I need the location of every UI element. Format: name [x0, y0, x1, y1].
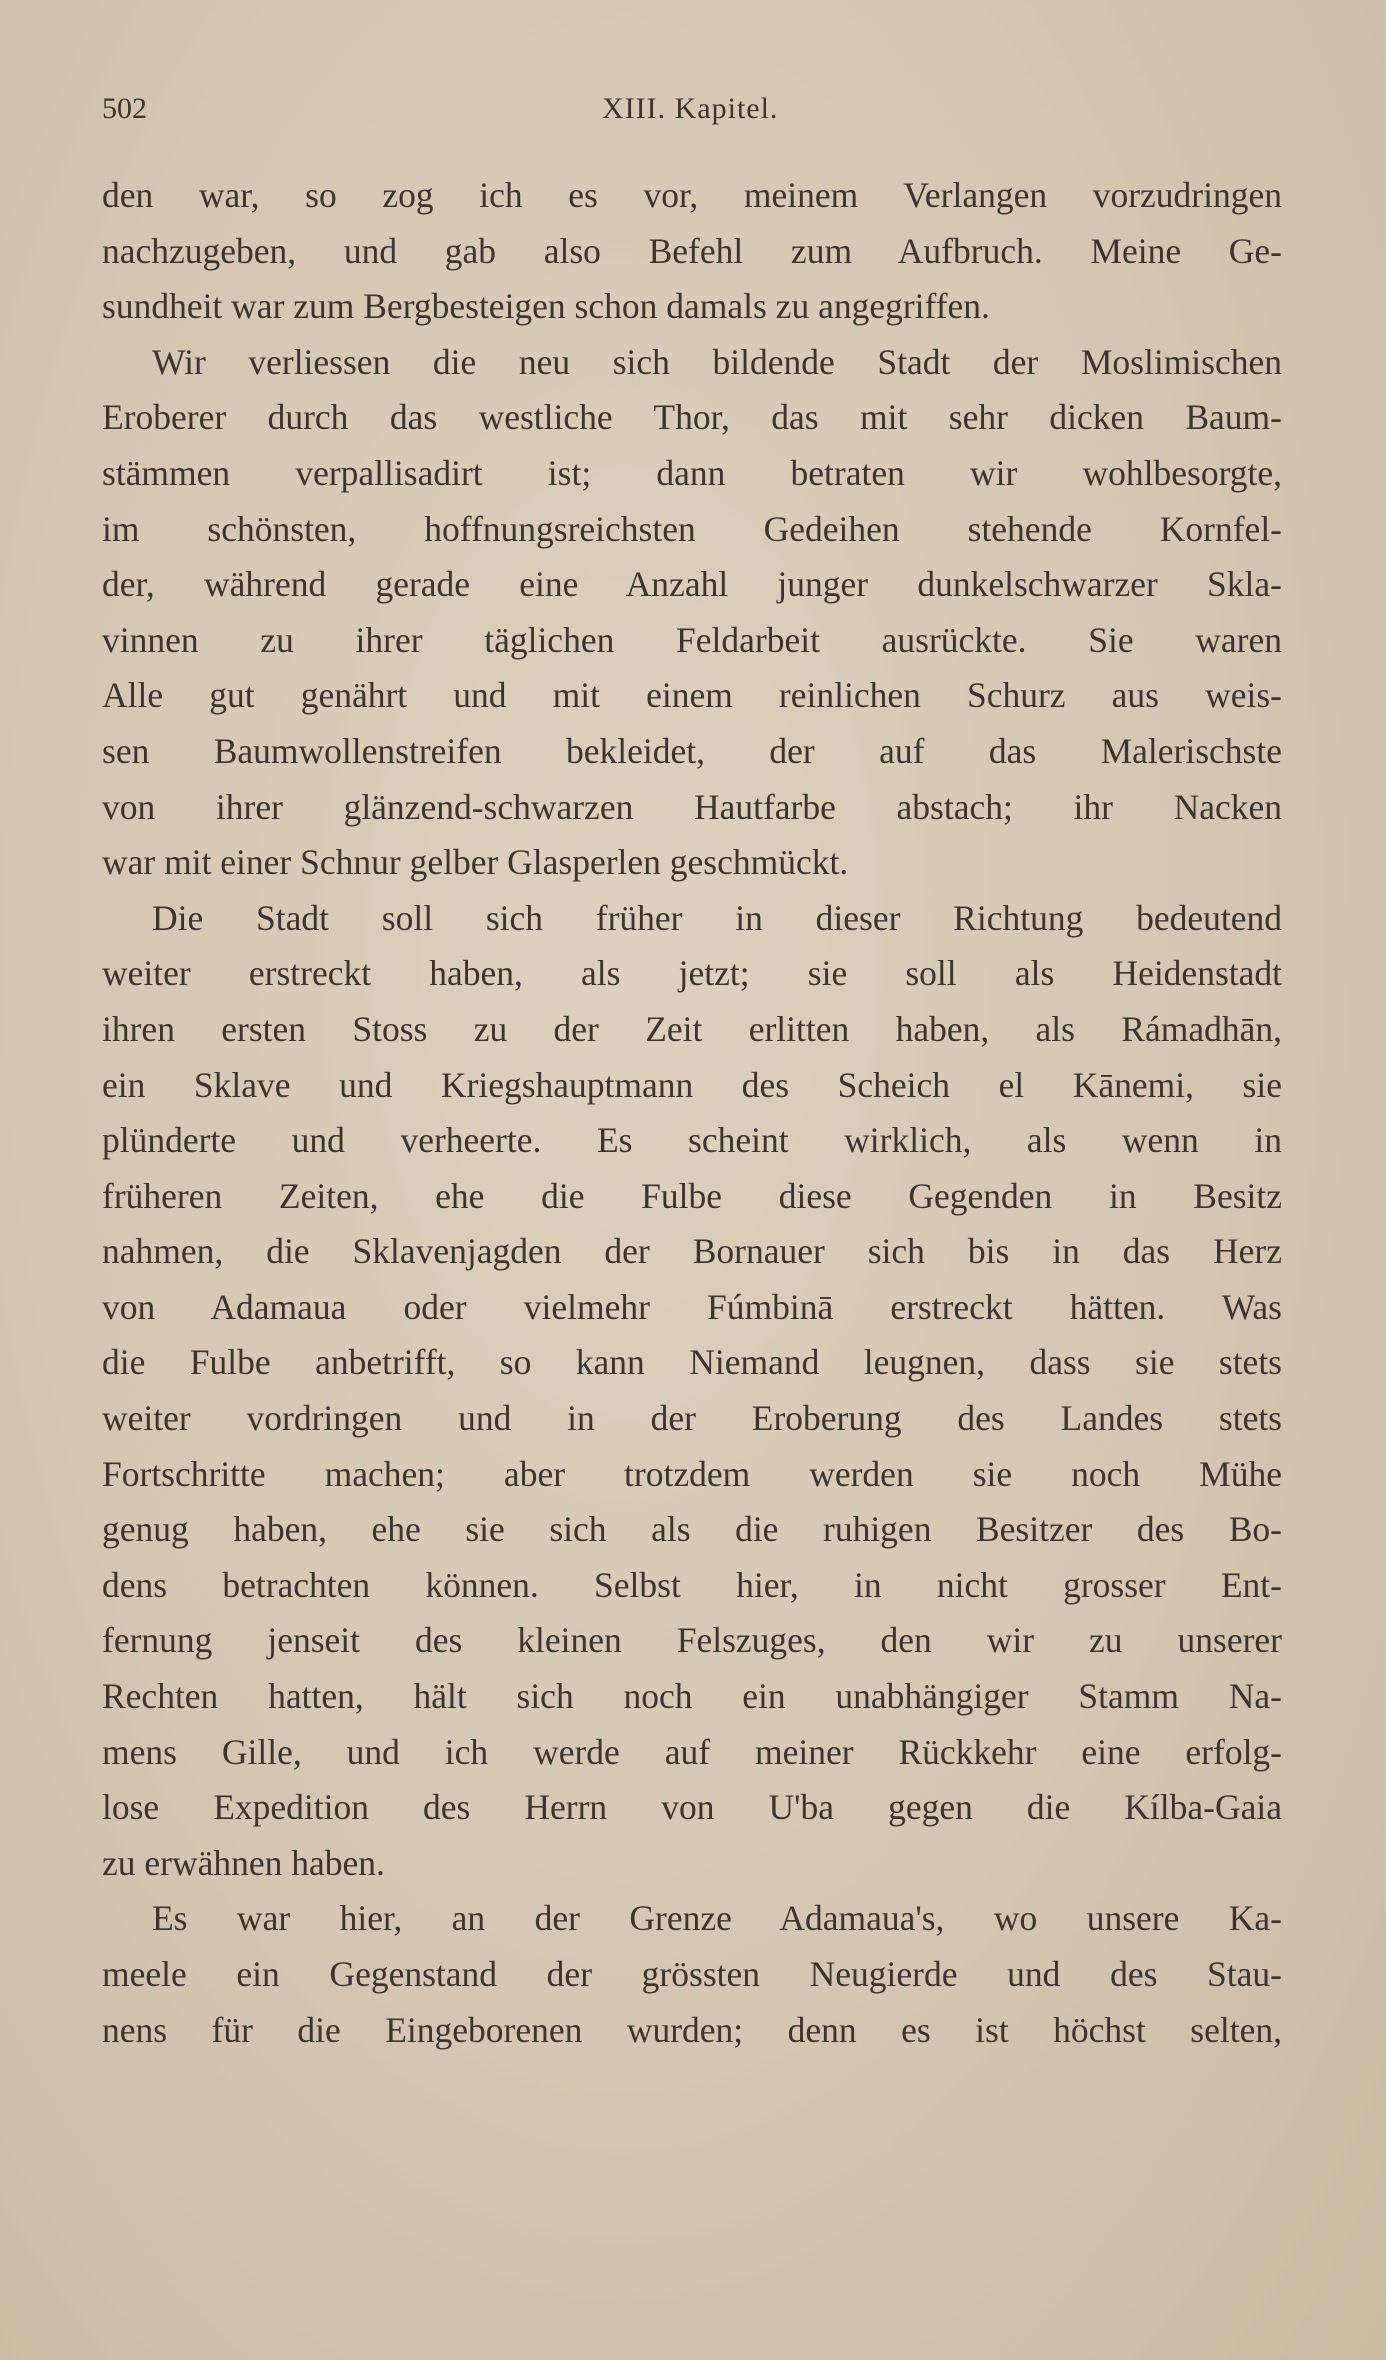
running-head: XIII. Kapitel. — [602, 92, 779, 125]
text-line: Es war hier, an der Grenze Adamaua's, wo unsere Ka- — [152, 1898, 1282, 1939]
text-line: sundheit war zum Bergbesteigen schon damals zu angegriffen. — [102, 286, 990, 327]
body-text — [102, 168, 1282, 2058]
text-line: die Fulbe anbetrifft, so kann Niemand leugnen, dass sie stets — [102, 1342, 1282, 1383]
text-line: stämmen verpallisadirt ist; dann betraten wir wohlbesorgte, — [102, 452, 1282, 493]
paragraph — [102, 1891, 1282, 2058]
text-line: nens für die Eingeborenen wurden; denn es ist höchst selten, — [102, 2009, 1282, 2050]
text-line: Wir verliessen die neu sich bildende Stadt der Moslimischen — [152, 341, 1282, 382]
text-line: ihren ersten Stoss zu der Zeit erlitten haben, als Rámadhān, — [102, 1008, 1282, 1049]
page-header — [102, 92, 1282, 132]
text-line: früheren Zeiten, ehe die Fulbe diese Gegenden in Besitz — [102, 1175, 1282, 1216]
text-line: war mit einer Schnur gelber Glasperlen geschmückt. — [102, 842, 849, 883]
text-line: der, während gerade eine Anzahl junger dunkelschwarzer Skla- — [102, 564, 1282, 605]
page-number: 502 — [102, 92, 147, 125]
text-line: nahmen, die Sklavenjagden der Bornauer sich bis in das Herz — [102, 1231, 1282, 1272]
text-line: von ihrer glänzend-schwarzen Hautfarbe abstach; ihr Nacken — [102, 786, 1282, 827]
text-line: nachzugeben, und gab also Befehl zum Aufbruch. Meine Ge- — [102, 230, 1282, 271]
text-line: ein Sklave und Kriegshauptmann des Scheich el Kānemi, sie — [102, 1064, 1282, 1105]
text-line: den war, so zog ich es vor, meinem Verlangen vorzudringen — [102, 175, 1282, 215]
text-line: Eroberer durch das westliche Thor, das mit sehr dicken Baum- — [102, 397, 1282, 438]
paragraph — [102, 891, 1282, 1892]
text-line: vinnen zu ihrer täglichen Feldarbeit ausrückte. Sie waren — [102, 619, 1282, 660]
text-line: Alle gut genährt und mit einem reinlichen Schurz aus weis- — [102, 675, 1282, 716]
text-line: genug haben, ehe sie sich als die ruhigen Besitzer des Bo- — [102, 1509, 1282, 1550]
paragraph — [102, 335, 1282, 891]
text-line: weiter erstreckt haben, als jetzt; sie soll als Heidenstadt — [102, 953, 1282, 994]
text-line: Rechten hatten, hält sich noch ein unabhängiger Stamm Na- — [102, 1676, 1282, 1717]
text-line: weiter vordringen und in der Eroberung des Landes stets — [102, 1398, 1282, 1439]
text-line: plünderte und verheerte. Es scheint wirklich, als wenn in — [102, 1120, 1282, 1161]
text-line: mens Gille, und ich werde auf meiner Rückkehr eine erfolg- — [102, 1731, 1282, 1772]
text-line: dens betrachten können. Selbst hier, in nicht grosser Ent- — [102, 1564, 1282, 1605]
text-line: zu erwähnen haben. — [102, 1842, 385, 1883]
paragraph — [102, 168, 1282, 335]
text-line: meele ein Gegenstand der grössten Neugierde und des Stau- — [102, 1954, 1282, 1994]
text-line: von Adamaua oder vielmehr Fúmbinā erstreckt hätten. Was — [102, 1286, 1282, 1327]
text-line: sen Baumwollenstreifen bekleidet, der auf das Malerischste — [102, 730, 1282, 771]
text-line: lose Expedition des Herrn von U'ba gegen die Kílba-Gaia — [102, 1787, 1282, 1828]
text-line: fernung jenseit des kleinen Felszuges, den wir zu unserer — [102, 1620, 1282, 1661]
text-line: Fortschritte machen; aber trotzdem werden sie noch Mühe — [102, 1453, 1282, 1494]
text-line: im schönsten, hoffnungsreichsten Gedeihen stehende Kornfel- — [102, 508, 1282, 549]
text-line: Die Stadt soll sich früher in dieser Richtung bedeutend — [152, 897, 1282, 938]
